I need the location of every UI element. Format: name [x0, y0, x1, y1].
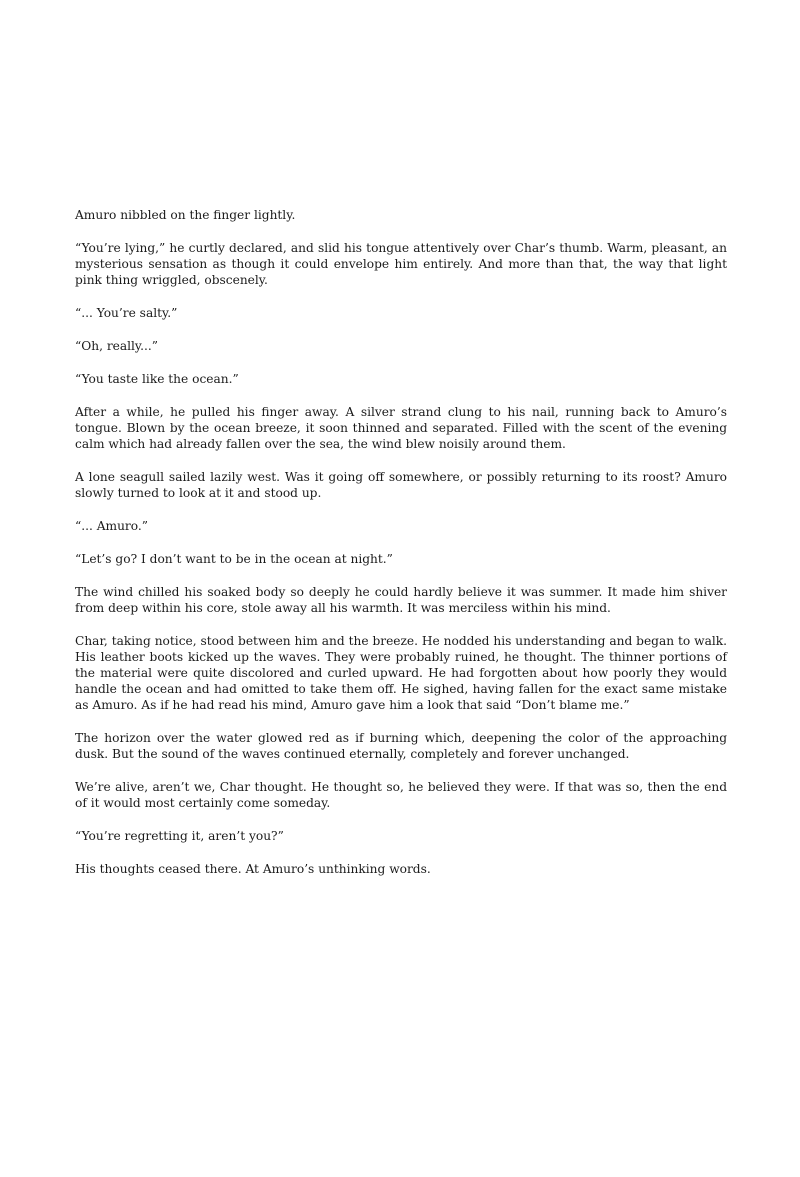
paragraph: Char, taking notice, stood between him and the breeze. He nodded his understanding and began to walk. His leather boots kicked up the waves. They were probably ruined, he thought. The thinner portions of the material were quite discolored and curled upward. He had forgotten about how poorly they would handle the ocean and had omitted to take them off. He sighed, having fallen for the exact same mistake as Amuro. As if he had read his mind, Amuro gave him a look that said “Don’t blame me.”	[75, 634, 727, 712]
paragraph: “You taste like the ocean.”	[75, 372, 239, 386]
paragraph: A lone seagull sailed lazily west. Was it going off somewhere, or possibly returning to its roost? Amuro slowly turned to look at it and stood up.	[75, 470, 727, 500]
paragraph: The wind chilled his soaked body so deeply he could hardly believe it was summer. It made him shiver from deep within his core, stole away all his warmth. It was merciless within his mind.	[75, 585, 727, 615]
paragraph: After a while, he pulled his finger away. A silver strand clung to his nail, running back to Amuro’s tongue. Blown by the ocean breeze, it soon thinned and separated. Filled with the scent of the evening calm which had already fallen over the sea, the wind blew noisily around them.	[75, 405, 727, 451]
paragraph: “... You’re salty.”	[75, 306, 178, 320]
paragraph: “You’re lying,” he curtly declared, and slid his tongue attentively over Char’s thumb. Warm, pleasant, an mysterious sensation as though it could envelope him entirely. And more than that, the way that light pink thing wriggled, obscenely.	[75, 241, 727, 287]
paragraph: We’re alive, aren’t we, Char thought. He thought so, he believed they were. If that was so, then the end of it would most certainly come someday.	[75, 780, 727, 810]
paragraph: “Let’s go? I don’t want to be in the ocean at night.”	[75, 552, 393, 566]
paragraph: His thoughts ceased there. At Amuro’s unthinking words.	[75, 862, 431, 876]
paragraph: “... Amuro.”	[75, 519, 148, 533]
document-body	[75, 207, 727, 894]
paragraph: The horizon over the water glowed red as if burning which, deepening the color of the approaching dusk. But the sound of the waves continued eternally, completely and forever unchanged.	[75, 731, 727, 761]
paragraph: “You’re regretting it, aren’t you?”	[75, 829, 284, 843]
paragraph: “Oh, really...”	[75, 339, 159, 353]
paragraph: Amuro nibbled on the finger lightly.	[75, 208, 296, 222]
